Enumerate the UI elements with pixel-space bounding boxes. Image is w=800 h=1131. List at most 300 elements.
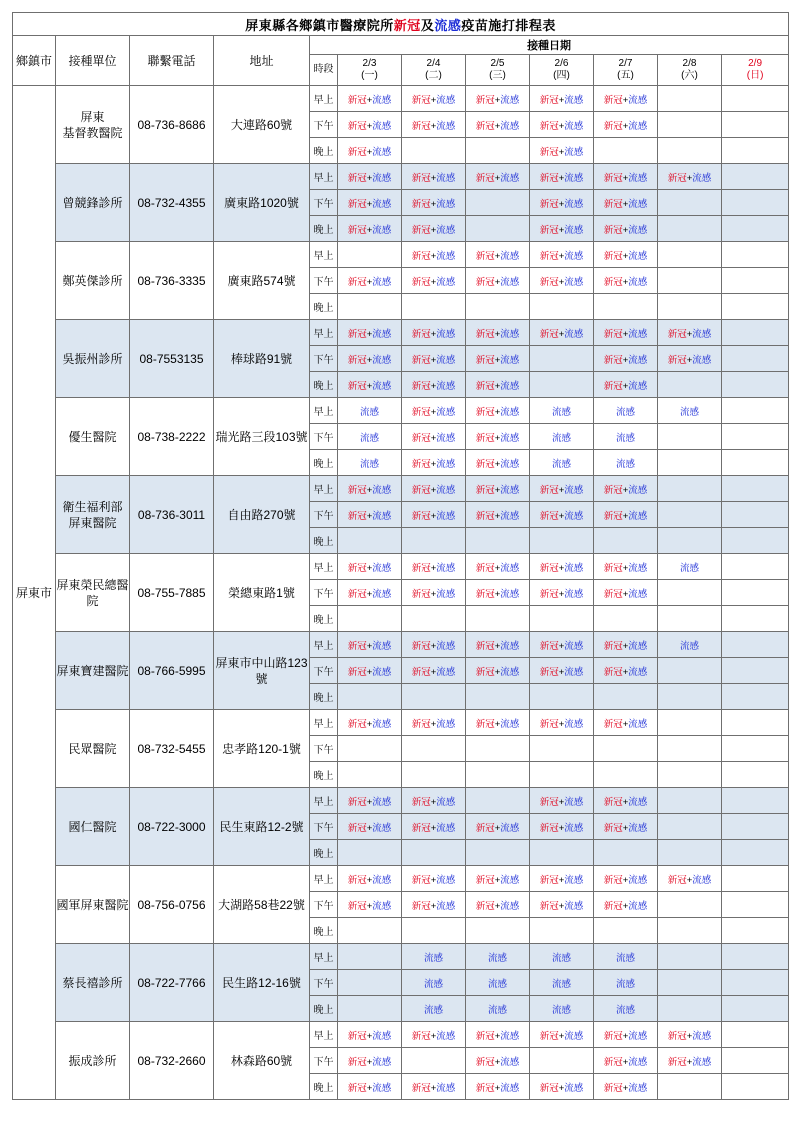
covid-label: 新冠: [411, 588, 431, 600]
flu-label: 流感: [500, 458, 520, 470]
flu-label: 流感: [564, 588, 584, 600]
schedule-cell: [658, 996, 722, 1022]
flu-label: 流感: [500, 718, 520, 730]
phone-cell: 08-732-5455: [130, 710, 214, 788]
plus-label: +: [366, 1082, 373, 1094]
schedule-cell: [338, 684, 402, 710]
slot-cell: 早上: [310, 476, 338, 502]
schedule-cell: [658, 528, 722, 554]
plus-label: +: [430, 328, 437, 340]
plus-label: +: [558, 224, 565, 236]
clinic-name-cell: [56, 398, 130, 476]
slot-cell: 下午: [310, 970, 338, 996]
schedule-cell: [530, 632, 594, 658]
covid-label: 新冠: [475, 120, 495, 132]
title-suffix-text: 疫苗施打排程表: [461, 17, 556, 33]
covid-label: 新冠: [347, 198, 367, 210]
schedule-cell: [594, 684, 658, 710]
flu-label: 流感: [436, 666, 456, 678]
schedule-cell: [594, 242, 658, 268]
slot-cell: 晚上: [310, 450, 338, 476]
clinic-name: [56, 351, 129, 367]
schedule-cell: [530, 554, 594, 580]
flu-label: 流感: [628, 120, 648, 132]
schedule-cell: [338, 632, 402, 658]
plus-label: +: [558, 640, 565, 652]
flu-label: 流感: [372, 822, 392, 834]
schedule-cell: [338, 242, 402, 268]
plus-label: +: [558, 250, 565, 262]
slot-cell: 早上: [310, 710, 338, 736]
schedule-cell: [658, 424, 722, 450]
schedule-cell: [466, 502, 530, 528]
schedule-cell: [594, 840, 658, 866]
schedule-cell: [466, 632, 530, 658]
clinic-name-cell: [56, 866, 130, 944]
plus-label: +: [494, 1030, 501, 1042]
schedule-cell: [338, 502, 402, 528]
clinic-name-cell: [56, 944, 130, 1022]
schedule-cell: [466, 398, 530, 424]
plus-label: +: [558, 1030, 565, 1042]
schedule-cell: [402, 554, 466, 580]
flu-label: 流感: [551, 978, 571, 990]
plus-label: +: [430, 94, 437, 106]
flu-label: 流感: [500, 250, 520, 262]
plus-label: +: [430, 510, 437, 522]
schedule-cell: [594, 320, 658, 346]
covid-label: 新冠: [475, 276, 495, 288]
schedule-cell: [466, 424, 530, 450]
clinic-name-cell: [56, 632, 130, 710]
flu-label: 流感: [692, 328, 712, 340]
schedule-cell: [722, 86, 789, 112]
covid-label: 新冠: [411, 406, 431, 418]
schedule-cell: [594, 632, 658, 658]
schedule-cell: [530, 294, 594, 320]
plus-label: +: [686, 328, 693, 340]
schedule-cell: [658, 164, 722, 190]
flu-label: 流感: [372, 640, 392, 652]
table-row: [13, 788, 789, 814]
plus-label: +: [494, 1056, 501, 1068]
schedule-cell: [594, 86, 658, 112]
address-line: 號: [255, 671, 268, 686]
schedule-cell: [722, 1074, 789, 1100]
slot-cell: 下午: [310, 502, 338, 528]
plus-label: +: [494, 900, 501, 912]
schedule-cell: [402, 762, 466, 788]
schedule-cell: [466, 346, 530, 372]
schedule-cell: [594, 762, 658, 788]
schedule-cell: [466, 892, 530, 918]
flu-label: 流感: [500, 900, 520, 912]
covid-label: 新冠: [475, 380, 495, 392]
slot-cell: 早上: [310, 632, 338, 658]
schedule-cell: [466, 788, 530, 814]
plus-label: +: [622, 94, 629, 106]
flu-label: 流感: [500, 120, 520, 132]
phone-cell: 08-755-7885: [130, 554, 214, 632]
covid-label: 新冠: [603, 874, 623, 886]
flu-label: 流感: [372, 328, 392, 340]
schedule-cell: [466, 658, 530, 684]
plus-label: +: [494, 458, 501, 470]
covid-label: 新冠: [347, 172, 367, 184]
plus-label: +: [622, 354, 629, 366]
plus-label: +: [430, 640, 437, 652]
address-line: 民生路12-16號: [222, 975, 301, 990]
flu-label: 流感: [564, 562, 584, 574]
schedule-cell: [594, 866, 658, 892]
flu-label: 流感: [359, 406, 379, 418]
schedule-cell: [466, 1074, 530, 1100]
address: [214, 351, 309, 367]
plus-label: +: [366, 224, 373, 236]
schedule-cell: [658, 398, 722, 424]
plus-label: +: [622, 250, 629, 262]
weekday-label: (六): [681, 70, 698, 81]
plus-label: +: [622, 510, 629, 522]
clinic-name: [56, 663, 129, 679]
covid-label: 新冠: [539, 588, 559, 600]
phone-cell: 08-738-2222: [130, 398, 214, 476]
plus-label: +: [494, 94, 501, 106]
plus-label: +: [622, 380, 629, 392]
date-label: 2/8: [682, 58, 697, 69]
plus-label: +: [558, 666, 565, 678]
plus-label: +: [430, 458, 437, 470]
clinic-name-cell: [56, 164, 130, 242]
plus-label: +: [494, 640, 501, 652]
flu-label: 流感: [436, 224, 456, 236]
table-row: [13, 320, 789, 346]
flu-label: 流感: [500, 1056, 520, 1068]
flu-label: 流感: [436, 380, 456, 392]
address-cell: [214, 788, 310, 866]
weekday-label: (三): [489, 70, 506, 81]
schedule-cell: [594, 580, 658, 606]
plus-label: +: [430, 822, 437, 834]
slot-cell: 晚上: [310, 216, 338, 242]
schedule-cell: [594, 528, 658, 554]
clinic-name-cell: [56, 242, 130, 320]
flu-label: 流感: [628, 484, 648, 496]
covid-label: 新冠: [539, 822, 559, 834]
weekday-label: (五): [617, 70, 634, 81]
plus-label: +: [366, 1056, 373, 1068]
slot-cell: 下午: [310, 736, 338, 762]
covid-label: 新冠: [667, 172, 687, 184]
clinic-name: [56, 741, 129, 757]
flu-label: 流感: [628, 640, 648, 652]
schedule-cell: [402, 944, 466, 970]
slot-cell: 早上: [310, 554, 338, 580]
covid-label: 新冠: [347, 146, 367, 158]
plus-label: +: [558, 562, 565, 574]
phone-cell: 08-732-2660: [130, 1022, 214, 1100]
covid-label: 新冠: [603, 328, 623, 340]
flu-label: 流感: [500, 666, 520, 678]
schedule-cell: [722, 112, 789, 138]
covid-label: 新冠: [411, 666, 431, 678]
date-label: 2/7: [618, 58, 633, 69]
clinic-name-line: 衛生福利部: [62, 499, 123, 514]
covid-label: 新冠: [539, 900, 559, 912]
phone-cell: 08-722-3000: [130, 788, 214, 866]
schedule-cell: [594, 346, 658, 372]
flu-label: 流感: [359, 432, 379, 444]
schedule-cell: [530, 528, 594, 554]
plus-label: +: [430, 484, 437, 496]
covid-label: 新冠: [347, 666, 367, 678]
plus-label: +: [494, 406, 501, 418]
flu-label: 流感: [628, 224, 648, 236]
slot-cell: 下午: [310, 112, 338, 138]
flu-label: 流感: [615, 978, 635, 990]
flu-label: 流感: [372, 666, 392, 678]
plus-label: +: [366, 146, 373, 158]
schedule-cell: [722, 580, 789, 606]
plus-label: +: [622, 640, 629, 652]
phone-cell: 08-756-0756: [130, 866, 214, 944]
flu-label: 流感: [564, 640, 584, 652]
schedule-cell: [658, 502, 722, 528]
address-cell: [214, 398, 310, 476]
schedule-cell: [402, 476, 466, 502]
schedule-cell: [466, 736, 530, 762]
schedule-cell: [530, 866, 594, 892]
schedule-cell: [402, 840, 466, 866]
slot-cell: 晚上: [310, 138, 338, 164]
schedule-cell: [594, 970, 658, 996]
schedule-cell: [402, 788, 466, 814]
plus-label: +: [558, 796, 565, 808]
schedule-cell: [402, 814, 466, 840]
plus-label: +: [622, 276, 629, 288]
flu-label: 流感: [487, 952, 507, 964]
schedule-cell: [594, 1074, 658, 1100]
slot-cell: 晚上: [310, 606, 338, 632]
covid-label: 新冠: [603, 1030, 623, 1042]
clinic-name-line: 吳振州診所: [62, 351, 123, 366]
flu-label: 流感: [679, 562, 699, 574]
slot-cell: 早上: [310, 788, 338, 814]
flu-label: 流感: [564, 484, 584, 496]
covid-label: 新冠: [411, 250, 431, 262]
address-cell: [214, 944, 310, 1022]
address-cell: [214, 86, 310, 164]
plus-label: +: [494, 718, 501, 730]
slot-cell: 早上: [310, 866, 338, 892]
address: [214, 507, 309, 523]
schedule-cell: [722, 398, 789, 424]
address-line: 廣東路1020號: [224, 195, 299, 210]
flu-label: 流感: [628, 796, 648, 808]
covid-label: 新冠: [475, 640, 495, 652]
flu-label: 流感: [436, 510, 456, 522]
schedule-cell: [722, 944, 789, 970]
address-line: 瑞光路三段103號: [215, 429, 308, 444]
schedule-cell: [530, 216, 594, 242]
table-row: [13, 476, 789, 502]
date-label: 2/6: [554, 58, 569, 69]
flu-label: 流感: [692, 1030, 712, 1042]
schedule-cell: [402, 164, 466, 190]
schedule-cell: [530, 320, 594, 346]
covid-label: 新冠: [475, 354, 495, 366]
flu-label: 流感: [372, 484, 392, 496]
address-cell: [214, 242, 310, 320]
schedule-cell: [658, 294, 722, 320]
flu-label: 流感: [436, 276, 456, 288]
flu-label: 流感: [564, 718, 584, 730]
covid-label: 新冠: [347, 484, 367, 496]
flu-label: 流感: [628, 198, 648, 210]
plus-label: +: [558, 484, 565, 496]
table-row: [13, 866, 789, 892]
plus-label: +: [366, 354, 373, 366]
schedule-cell: [466, 372, 530, 398]
clinic-name: [56, 195, 129, 211]
slot-cell: 下午: [310, 1048, 338, 1074]
header-slot: 時段: [310, 55, 338, 86]
flu-label: 流感: [628, 328, 648, 340]
schedule-cell: [530, 918, 594, 944]
schedule-table: [12, 12, 789, 1100]
schedule-cell: [338, 216, 402, 242]
flu-label: 流感: [628, 276, 648, 288]
covid-label: 新冠: [603, 354, 623, 366]
plus-label: +: [558, 822, 565, 834]
plus-label: +: [622, 562, 629, 574]
covid-label: 新冠: [411, 172, 431, 184]
clinic-name-cell: [56, 788, 130, 866]
flu-label: 流感: [372, 224, 392, 236]
plus-label: +: [558, 146, 565, 158]
flu-label: 流感: [564, 224, 584, 236]
covid-label: 新冠: [475, 94, 495, 106]
schedule-cell: [658, 632, 722, 658]
schedule-cell: [402, 216, 466, 242]
clinic-name-cell: [56, 1022, 130, 1100]
schedule-cell: [658, 866, 722, 892]
flu-label: 流感: [436, 1082, 456, 1094]
schedule-cell: [338, 892, 402, 918]
flu-label: 流感: [628, 588, 648, 600]
header-township: 鄉鎮市: [13, 36, 56, 86]
flu-label: 流感: [423, 952, 443, 964]
plus-label: +: [366, 328, 373, 340]
schedule-cell: [466, 710, 530, 736]
covid-label: 新冠: [347, 510, 367, 522]
flu-label: 流感: [500, 1030, 520, 1042]
schedule-cell: [530, 502, 594, 528]
schedule-cell: [594, 710, 658, 736]
flu-label: 流感: [628, 1056, 648, 1068]
plus-label: +: [366, 588, 373, 600]
flu-label: 流感: [564, 276, 584, 288]
address: [214, 195, 309, 211]
header-date-group: 接種日期: [310, 36, 789, 55]
covid-label: 新冠: [347, 1056, 367, 1068]
schedule-cell: [658, 1022, 722, 1048]
flu-label: 流感: [564, 172, 584, 184]
schedule-cell: [466, 814, 530, 840]
flu-label: 流感: [372, 276, 392, 288]
covid-label: 新冠: [603, 120, 623, 132]
schedule-cell: [722, 450, 789, 476]
flu-label: 流感: [564, 146, 584, 158]
plus-label: +: [494, 562, 501, 574]
schedule-cell: [658, 970, 722, 996]
phone-cell: 08-736-3011: [130, 476, 214, 554]
schedule-cell: [658, 736, 722, 762]
schedule-cell: [402, 1022, 466, 1048]
covid-label: 新冠: [475, 328, 495, 340]
flu-label: 流感: [436, 328, 456, 340]
schedule-cell: [722, 528, 789, 554]
clinic-name-line: 屏東醫院: [68, 515, 117, 530]
covid-label: 新冠: [475, 666, 495, 678]
address-cell: [214, 710, 310, 788]
covid-label: 新冠: [603, 562, 623, 574]
plus-label: +: [558, 588, 565, 600]
address: [214, 429, 309, 445]
plus-label: +: [366, 666, 373, 678]
covid-label: 新冠: [411, 1030, 431, 1042]
schedule-cell: [722, 268, 789, 294]
schedule-cell: [530, 86, 594, 112]
plus-label: +: [366, 874, 373, 886]
plus-label: +: [622, 328, 629, 340]
plus-label: +: [494, 354, 501, 366]
flu-label: 流感: [436, 432, 456, 444]
header-unit: 接種單位: [56, 36, 130, 86]
covid-label: 新冠: [475, 1056, 495, 1068]
address-line: 民生東路12-2號: [219, 819, 304, 834]
schedule-cell: [658, 580, 722, 606]
clinic-name-line: 曾競鋒診所: [62, 195, 123, 210]
covid-label: 新冠: [411, 120, 431, 132]
schedule-cell: [594, 112, 658, 138]
covid-label: 新冠: [475, 484, 495, 496]
schedule-cell: [402, 684, 466, 710]
flu-label: 流感: [436, 172, 456, 184]
plus-label: +: [366, 172, 373, 184]
plus-label: +: [686, 354, 693, 366]
covid-label: 新冠: [539, 1030, 559, 1042]
plus-label: +: [366, 900, 373, 912]
covid-label: 新冠: [411, 796, 431, 808]
schedule-cell: [466, 138, 530, 164]
covid-label: 新冠: [411, 718, 431, 730]
schedule-cell: [338, 294, 402, 320]
flu-label: 流感: [615, 1004, 635, 1016]
flu-label: 流感: [423, 978, 443, 990]
header-date: [466, 55, 530, 86]
schedule-cell: [530, 762, 594, 788]
plus-label: +: [494, 1082, 501, 1094]
schedule-cell: [594, 138, 658, 164]
schedule-cell: [530, 580, 594, 606]
schedule-cell: [530, 944, 594, 970]
flu-label: 流感: [564, 1030, 584, 1042]
flu-label: 流感: [692, 874, 712, 886]
covid-label: 新冠: [603, 250, 623, 262]
flu-label: 流感: [436, 562, 456, 574]
plus-label: +: [430, 224, 437, 236]
